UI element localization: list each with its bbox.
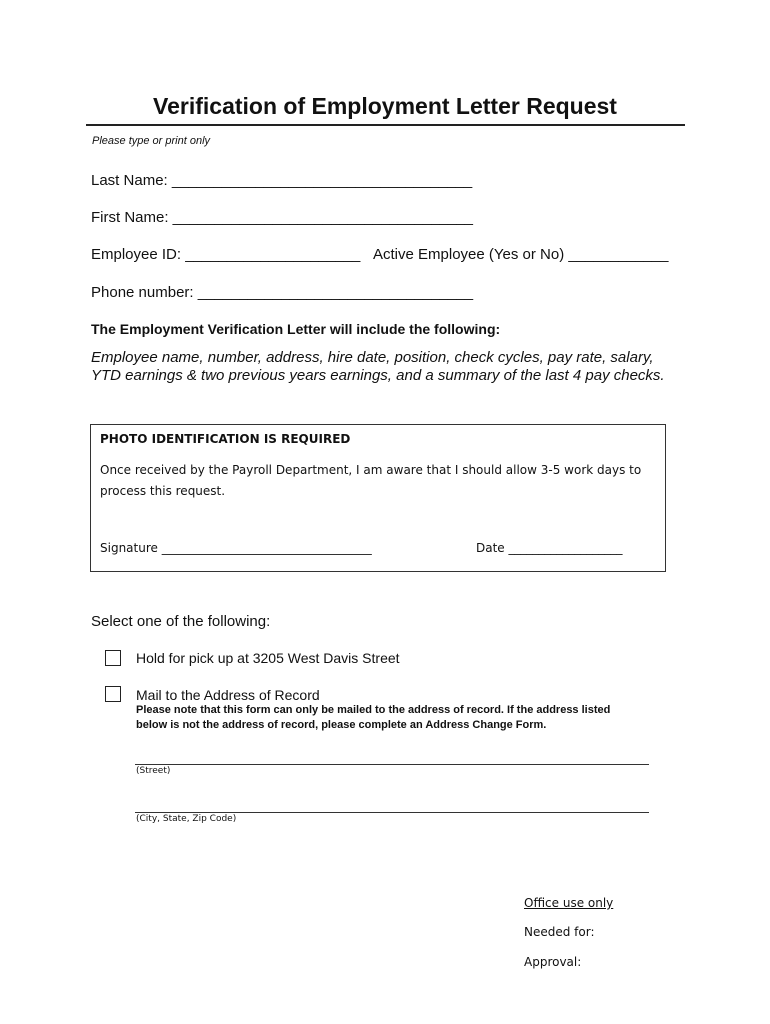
page-title: Verification of Employment Letter Request (153, 93, 617, 119)
letter-contents-heading: The Employment Verification Letter will include the following: (91, 321, 501, 337)
mail-note-line-2: below is not the address of record, please complete an Address Change Form. (136, 719, 547, 731)
title-divider (86, 124, 685, 126)
employee-id-field[interactable]: Employee ID: _____________________ (91, 246, 361, 263)
processing-note-line-1: Once received by the Payroll Department, I am aware that I should allow 3-5 work days to (100, 463, 642, 477)
pickup-option-label: Hold for pick up at 3205 West Davis Street (136, 650, 400, 666)
mail-checkbox[interactable] (105, 686, 121, 702)
instruction-text: Please type or print only (92, 135, 211, 147)
city-state-zip-line[interactable] (135, 812, 649, 813)
city-state-zip-label: (City, State, Zip Code) (136, 814, 237, 824)
signature-field[interactable]: Signature ___________________________________ (100, 541, 372, 555)
active-employee-field[interactable]: Active Employee (Yes or No) ____________ (373, 246, 669, 263)
needed-for-label: Needed for: (524, 925, 595, 939)
mail-option-label: Mail to the Address of Record (136, 687, 320, 703)
phone-number-field[interactable]: Phone number: _________________________________ (91, 284, 474, 301)
first-name-field[interactable]: First Name: ____________________________________ (91, 209, 473, 226)
date-field[interactable]: Date ___________________ (476, 541, 623, 555)
office-use-heading: Office use only (524, 896, 614, 910)
approval-label: Approval: (524, 955, 582, 969)
select-heading: Select one of the following: (91, 613, 271, 630)
letter-contents-line-1: Employee name, number, address, hire date, position, check cycles, pay rate, salary, (91, 349, 654, 366)
pickup-checkbox[interactable] (105, 650, 121, 666)
processing-note-line-2: process this request. (100, 484, 226, 498)
letter-contents-line-2: YTD earnings & two previous years earnings, and a summary of the last 4 pay checks. (91, 367, 665, 384)
street-line[interactable] (135, 764, 649, 765)
photo-id-heading: PHOTO IDENTIFICATION IS REQUIRED (100, 432, 351, 446)
street-label: (Street) (136, 766, 171, 776)
last-name-field[interactable]: Last Name: ____________________________________ (91, 172, 473, 189)
mail-note-line-1: Please note that this form can only be mailed to the address of record. If the address listed (136, 704, 611, 716)
